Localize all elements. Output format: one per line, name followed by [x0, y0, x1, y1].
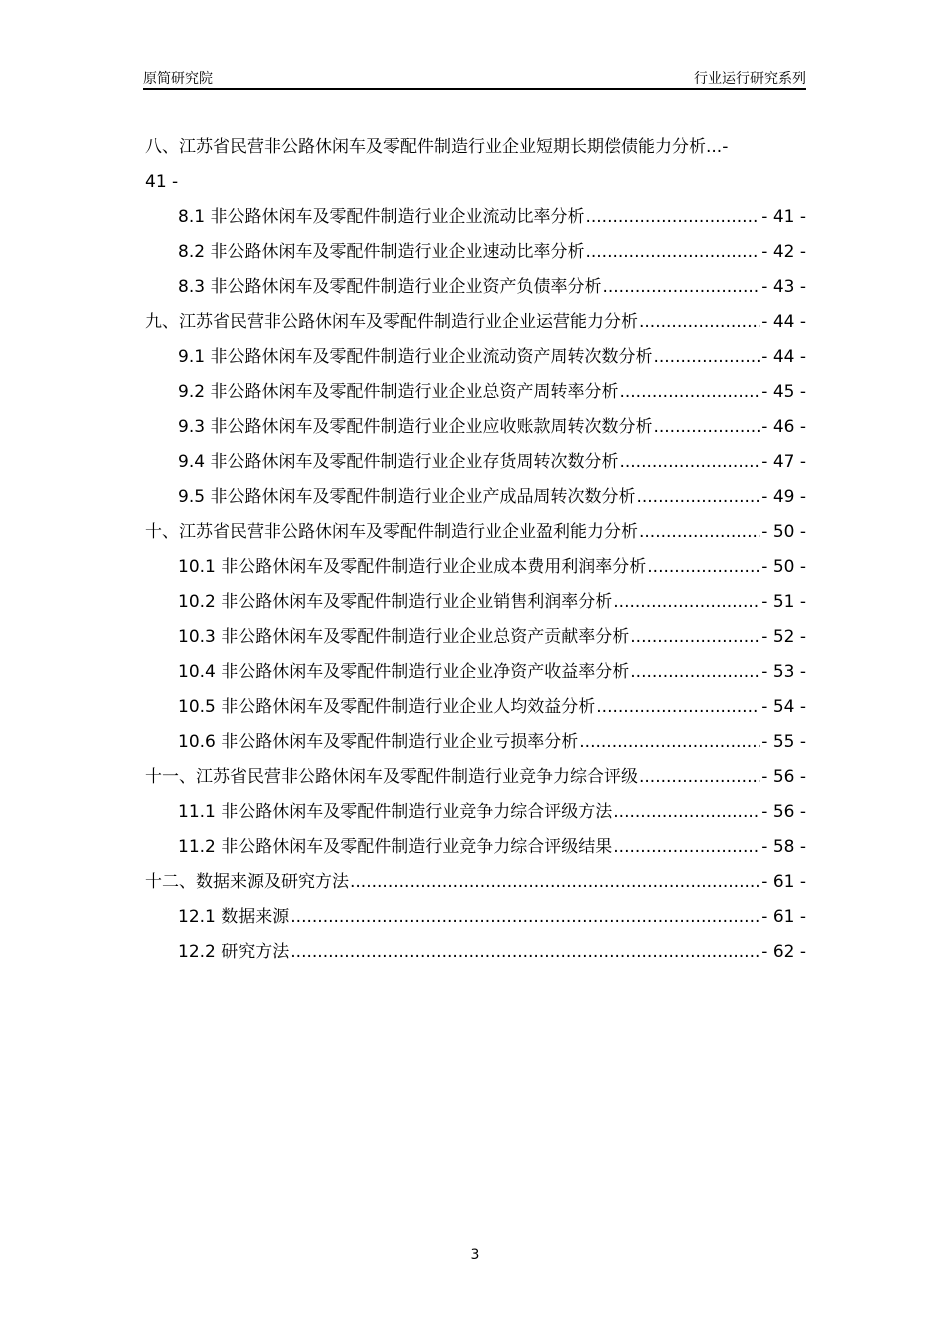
toc-entry[interactable] [145, 515, 806, 550]
toc-entry-page: 41 - [145, 172, 179, 192]
toc-entry-title: 10.4 非公路休闲车及零配件制造行业企业净资产收益率分析 [178, 662, 630, 682]
dot-leader [613, 585, 760, 620]
toc-entry[interactable] [145, 795, 806, 830]
toc-entry-title: 十、江苏省民营非公路休闲车及零配件制造行业企业盈利能力分析 [145, 522, 638, 542]
toc-entry[interactable] [145, 865, 806, 900]
dot-leader [613, 830, 760, 865]
toc-entry-page: - 43 - [761, 277, 806, 297]
page-number: 3 [470, 1247, 480, 1263]
toc-entry[interactable] [145, 690, 806, 725]
toc-entry-page: - 47 - [761, 452, 806, 472]
dot-leader [350, 865, 760, 900]
toc-entry[interactable] [145, 305, 806, 340]
dot-leader [653, 410, 760, 445]
toc-entry-page: - 41 - [761, 207, 806, 227]
toc-entry-title: 10.5 非公路休闲车及零配件制造行业企业人均效益分析 [178, 697, 596, 717]
dot-leader [290, 935, 760, 970]
dot-leader [619, 445, 760, 480]
dot-leader [585, 200, 760, 235]
toc-entry-title: 8.2 非公路休闲车及零配件制造行业企业速动比率分析 [178, 242, 585, 262]
toc-entry-title: 八、江苏省民营非公路休闲车及零配件制造行业企业短期长期偿债能力分析...- [145, 137, 729, 157]
toc-entry[interactable] [145, 585, 806, 620]
dot-leader [639, 760, 760, 795]
toc-entry-title: 9.1 非公路休闲车及零配件制造行业企业流动资产周转次数分析 [178, 347, 653, 367]
toc-entry-page: - 58 - [761, 837, 806, 857]
toc-entry-page: - 49 - [761, 487, 806, 507]
toc-entry-title: 9.3 非公路休闲车及零配件制造行业企业应收账款周转次数分析 [178, 417, 653, 437]
toc-entry[interactable] [145, 655, 806, 690]
toc-entry-page: - 50 - [761, 557, 806, 577]
toc-entry-title: 8.3 非公路休闲车及零配件制造行业企业资产负债率分析 [178, 277, 602, 297]
toc-entry-title: 10.1 非公路休闲车及零配件制造行业企业成本费用利润率分析 [178, 557, 647, 577]
dot-leader [602, 270, 760, 305]
dot-leader [653, 340, 760, 375]
page-header [143, 68, 806, 90]
dot-leader [290, 900, 760, 935]
toc-entry-page: - 46 - [761, 417, 806, 437]
toc-entry-page: - 45 - [761, 382, 806, 402]
toc-entry-title: 9.5 非公路休闲车及零配件制造行业企业产成品周转次数分析 [178, 487, 636, 507]
toc-entry[interactable] [145, 200, 806, 235]
toc-entry-page: - 61 - [761, 907, 806, 927]
toc-entry[interactable] [145, 620, 806, 655]
toc-entry-page: - 42 - [761, 242, 806, 262]
toc-entry-page: - 44 - [761, 312, 806, 332]
dot-leader [639, 305, 760, 340]
toc-entry-title: 9.4 非公路休闲车及零配件制造行业企业存货周转次数分析 [178, 452, 619, 472]
toc-entry[interactable] [145, 830, 806, 865]
toc-entry[interactable] [145, 550, 806, 585]
toc-entry[interactable] [145, 410, 806, 445]
toc-entry-title: 十一、江苏省民营非公路休闲车及零配件制造行业竞争力综合评级 [145, 767, 638, 787]
toc-entry[interactable] [145, 130, 806, 165]
toc-entry-title: 8.1 非公路休闲车及零配件制造行业企业流动比率分析 [178, 207, 585, 227]
toc-entry-page: - 62 - [761, 942, 806, 962]
toc-entry-page: - 50 - [761, 522, 806, 542]
toc-entry[interactable] [145, 445, 806, 480]
toc-entry-title: 11.1 非公路休闲车及零配件制造行业竞争力综合评级方法 [178, 802, 613, 822]
toc-entry[interactable] [145, 725, 806, 760]
toc-entry-page: - 61 - [761, 872, 806, 892]
toc-entry-title: 12.2 研究方法 [178, 942, 290, 962]
dot-leader [613, 795, 760, 830]
toc-entry-title: 10.2 非公路休闲车及零配件制造行业企业销售利润率分析 [178, 592, 613, 612]
toc-entry-page: - 53 - [761, 662, 806, 682]
dot-leader [647, 550, 760, 585]
toc-entry-title: 十二、数据来源及研究方法 [145, 872, 349, 892]
header-left: 原简研究院 [143, 71, 213, 87]
toc-entry-page: - 56 - [761, 767, 806, 787]
toc-entry-title: 12.1 数据来源 [178, 907, 290, 927]
toc-entry-title: 9.2 非公路休闲车及零配件制造行业企业总资产周转率分析 [178, 382, 619, 402]
toc-entry-title: 10.6 非公路休闲车及零配件制造行业企业亏损率分析 [178, 732, 579, 752]
toc-entry-title: 11.2 非公路休闲车及零配件制造行业竞争力综合评级结果 [178, 837, 613, 857]
toc-entry[interactable] [145, 270, 806, 305]
dot-leader [636, 480, 760, 515]
toc-entry[interactable] [145, 375, 806, 410]
toc-entry[interactable] [145, 340, 806, 375]
toc-entry-title: 10.3 非公路休闲车及零配件制造行业企业总资产贡献率分析 [178, 627, 630, 647]
toc-entry[interactable] [145, 900, 806, 935]
toc-entry-page: - 51 - [761, 592, 806, 612]
toc-entry[interactable] [145, 235, 806, 270]
dot-leader [639, 515, 760, 550]
dot-leader [619, 375, 760, 410]
toc-entry-title: 九、江苏省民营非公路休闲车及零配件制造行业企业运营能力分析 [145, 312, 638, 332]
header-right: 行业运行研究系列 [694, 71, 806, 87]
toc-entry[interactable] [145, 935, 806, 970]
toc-entry-page: - 54 - [761, 697, 806, 717]
toc-entry-page: - 44 - [761, 347, 806, 367]
dot-leader [579, 725, 760, 760]
toc-entry[interactable] [145, 760, 806, 795]
table-of-contents [145, 130, 806, 970]
toc-entry-page: - 52 - [761, 627, 806, 647]
toc-entry-page: - 56 - [761, 802, 806, 822]
dot-leader [596, 690, 760, 725]
toc-entry[interactable] [145, 480, 806, 515]
toc-entry-page: - 55 - [761, 732, 806, 752]
dot-leader [630, 620, 760, 655]
toc-entry-continuation[interactable] [145, 165, 806, 200]
dot-leader [630, 655, 760, 690]
dot-leader [585, 235, 760, 270]
